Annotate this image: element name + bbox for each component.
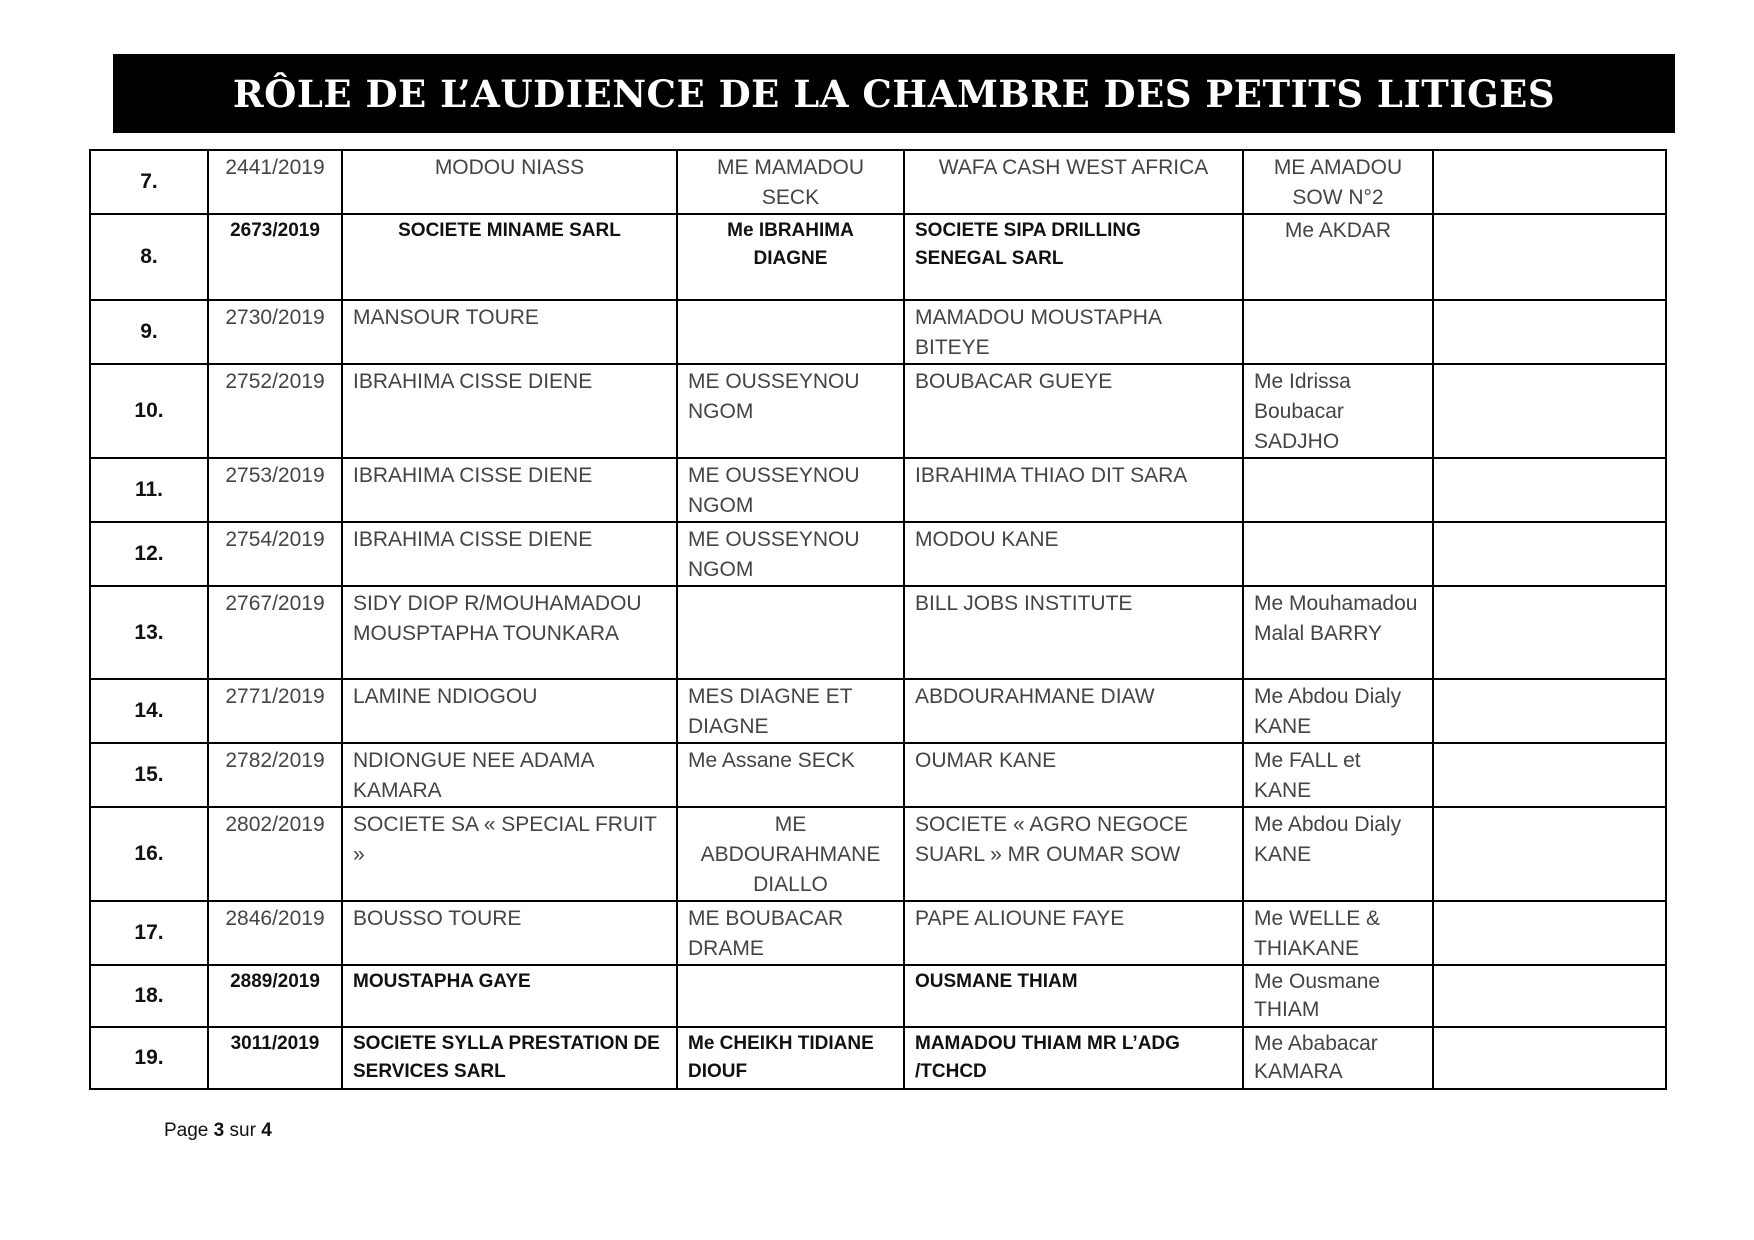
defendant: BILL JOBS INSTITUTE bbox=[904, 586, 1243, 679]
footer-total-pages: 4 bbox=[261, 1120, 272, 1141]
row-number: 11. bbox=[90, 458, 208, 522]
plaintiff: IBRAHIMA CISSE DIENE bbox=[342, 522, 677, 586]
row-number: 19. bbox=[90, 1027, 208, 1089]
row-number: 15. bbox=[90, 743, 208, 807]
row-number: 13. bbox=[90, 586, 208, 679]
case-number: 2752/2019 bbox=[208, 364, 342, 458]
footer-middle: sur bbox=[229, 1120, 256, 1141]
plaintiff-counsel bbox=[677, 965, 904, 1027]
row-number: 12. bbox=[90, 522, 208, 586]
case-number: 2753/2019 bbox=[208, 458, 342, 522]
defendant-counsel: Me WELLE & THIAKANE bbox=[1243, 901, 1433, 965]
plaintiff-counsel: ME OUSSEYNOU NGOM bbox=[677, 458, 904, 522]
case-number: 2754/2019 bbox=[208, 522, 342, 586]
table-row bbox=[90, 214, 1666, 300]
plaintiff-counsel: Me CHEIKH TIDIANE DIOUF bbox=[677, 1027, 904, 1089]
table-row bbox=[90, 807, 1666, 901]
case-number: 2846/2019 bbox=[208, 901, 342, 965]
defendant-counsel: Me Mouhamadou Malal BARRY bbox=[1243, 586, 1433, 679]
extra-cell bbox=[1433, 743, 1666, 807]
table-row bbox=[90, 364, 1666, 458]
extra-cell bbox=[1433, 901, 1666, 965]
row-number: 17. bbox=[90, 901, 208, 965]
table-row bbox=[90, 901, 1666, 965]
plaintiff: IBRAHIMA CISSE DIENE bbox=[342, 458, 677, 522]
plaintiff: MANSOUR TOURE bbox=[342, 300, 677, 364]
plaintiff: SOCIETE SYLLA PRESTATION DE SERVICES SARL bbox=[342, 1027, 677, 1089]
table-row bbox=[90, 679, 1666, 743]
plaintiff: MOUSTAPHA GAYE bbox=[342, 965, 677, 1027]
extra-cell bbox=[1433, 214, 1666, 300]
table-row bbox=[90, 150, 1666, 214]
page-title: RÔLE DE L’AUDIENCE DE LA CHAMBRE DES PETITS LITIGES bbox=[232, 71, 1556, 116]
table-row bbox=[90, 458, 1666, 522]
case-number: 2441/2019 bbox=[208, 150, 342, 214]
defendant: BOUBACAR GUEYE bbox=[904, 364, 1243, 458]
plaintiff-counsel: ME OUSSEYNOU NGOM bbox=[677, 522, 904, 586]
plaintiff: SIDY DIOP R/MOUHAMADOU MOUSPTAPHA TOUNKARA bbox=[342, 586, 677, 679]
defendant-counsel: Me AKDAR bbox=[1243, 214, 1433, 300]
defendant: SOCIETE SIPA DRILLING SENEGAL SARL bbox=[904, 214, 1243, 300]
footer-prefix: Page bbox=[164, 1120, 209, 1141]
extra-cell bbox=[1433, 1027, 1666, 1089]
defendant: PAPE ALIOUNE FAYE bbox=[904, 901, 1243, 965]
row-number: 7. bbox=[90, 150, 208, 214]
defendant: OUSMANE THIAM bbox=[904, 965, 1243, 1027]
extra-cell bbox=[1433, 150, 1666, 214]
extra-cell bbox=[1433, 522, 1666, 586]
table-row bbox=[90, 522, 1666, 586]
plaintiff: LAMINE NDIOGOU bbox=[342, 679, 677, 743]
defendant: WAFA CASH WEST AFRICA bbox=[904, 150, 1243, 214]
hearing-roll-table bbox=[89, 149, 1667, 1090]
plaintiff-counsel: Me Assane SECK bbox=[677, 743, 904, 807]
plaintiff-counsel: ME MAMADOU SECK bbox=[677, 150, 904, 214]
defendant-counsel bbox=[1243, 300, 1433, 364]
case-number: 2673/2019 bbox=[208, 214, 342, 300]
row-number: 8. bbox=[90, 214, 208, 300]
case-number: 2730/2019 bbox=[208, 300, 342, 364]
defendant: IBRAHIMA THIAO DIT SARA bbox=[904, 458, 1243, 522]
case-number: 2767/2019 bbox=[208, 586, 342, 679]
case-number: 3011/2019 bbox=[208, 1027, 342, 1089]
extra-cell bbox=[1433, 807, 1666, 901]
table-row bbox=[90, 300, 1666, 364]
table-row bbox=[90, 1027, 1666, 1089]
plaintiff-counsel: ME OUSSEYNOU NGOM bbox=[677, 364, 904, 458]
case-number: 2782/2019 bbox=[208, 743, 342, 807]
extra-cell bbox=[1433, 679, 1666, 743]
row-number: 16. bbox=[90, 807, 208, 901]
defendant-counsel: Me Abdou Dialy KANE bbox=[1243, 807, 1433, 901]
defendant-counsel bbox=[1243, 522, 1433, 586]
plaintiff-counsel: Me IBRAHIMA DIAGNE bbox=[677, 214, 904, 300]
plaintiff-counsel: ME ABDOURAHMANE DIALLO bbox=[677, 807, 904, 901]
row-number: 18. bbox=[90, 965, 208, 1027]
plaintiff: IBRAHIMA CISSE DIENE bbox=[342, 364, 677, 458]
plaintiff: BOUSSO TOURE bbox=[342, 901, 677, 965]
table-row bbox=[90, 965, 1666, 1027]
plaintiff-counsel: ME BOUBACAR DRAME bbox=[677, 901, 904, 965]
defendant-counsel bbox=[1243, 458, 1433, 522]
defendant: OUMAR KANE bbox=[904, 743, 1243, 807]
row-number: 9. bbox=[90, 300, 208, 364]
plaintiff: NDIONGUE NEE ADAMA KAMARA bbox=[342, 743, 677, 807]
table-row bbox=[90, 586, 1666, 679]
defendant-counsel: Me Ousmane THIAM bbox=[1243, 965, 1433, 1027]
defendant-counsel: Me FALL et KANE bbox=[1243, 743, 1433, 807]
extra-cell bbox=[1433, 364, 1666, 458]
defendant-counsel: Me Abdou Dialy KANE bbox=[1243, 679, 1433, 743]
defendant-counsel: ME AMADOU SOW N°2 bbox=[1243, 150, 1433, 214]
footer-current-page: 3 bbox=[213, 1120, 225, 1141]
extra-cell bbox=[1433, 965, 1666, 1027]
defendant: MAMADOU THIAM MR L’ADG /TCHCD bbox=[904, 1027, 1243, 1089]
defendant: MAMADOU MOUSTAPHA BITEYE bbox=[904, 300, 1243, 364]
row-number: 10. bbox=[90, 364, 208, 458]
defendant: SOCIETE « AGRO NEGOCE SUARL » MR OUMAR SOW bbox=[904, 807, 1243, 901]
plaintiff: MODOU NIASS bbox=[342, 150, 677, 214]
plaintiff: SOCIETE SA « SPECIAL FRUIT » bbox=[342, 807, 677, 901]
extra-cell bbox=[1433, 458, 1666, 522]
page-footer bbox=[164, 1120, 272, 1142]
plaintiff: SOCIETE MINAME SARL bbox=[342, 214, 677, 300]
plaintiff-counsel: MES DIAGNE ET DIAGNE bbox=[677, 679, 904, 743]
title-banner bbox=[113, 54, 1675, 133]
case-number: 2889/2019 bbox=[208, 965, 342, 1027]
defendant: MODOU KANE bbox=[904, 522, 1243, 586]
defendant: ABDOURAHMANE DIAW bbox=[904, 679, 1243, 743]
extra-cell bbox=[1433, 300, 1666, 364]
row-number: 14. bbox=[90, 679, 208, 743]
case-number: 2802/2019 bbox=[208, 807, 342, 901]
table-row bbox=[90, 743, 1666, 807]
plaintiff-counsel bbox=[677, 300, 904, 364]
extra-cell bbox=[1433, 586, 1666, 679]
defendant-counsel: Me Ababacar KAMARA bbox=[1243, 1027, 1433, 1089]
case-number: 2771/2019 bbox=[208, 679, 342, 743]
defendant-counsel: Me Idrissa Boubacar SADJHO bbox=[1243, 364, 1433, 458]
plaintiff-counsel bbox=[677, 586, 904, 679]
